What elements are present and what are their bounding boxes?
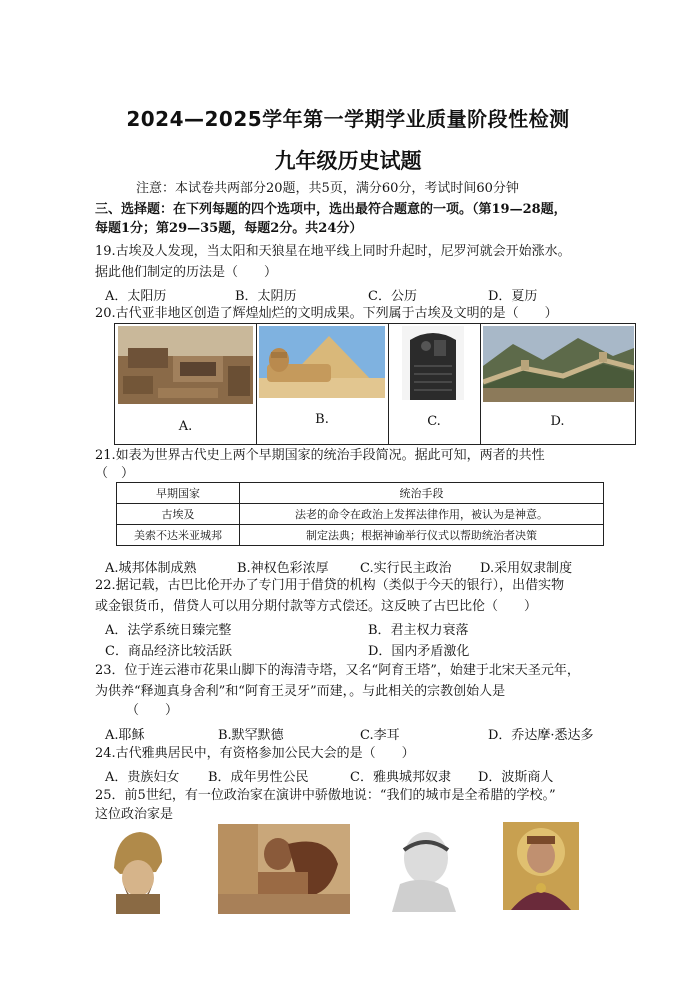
q22-option-b: B．君主权力衰落	[368, 623, 469, 638]
pericles-portrait	[106, 828, 168, 914]
q20-image-options	[114, 323, 636, 445]
q22-option-c: C．商品经济比较活跃	[105, 644, 232, 659]
q21-option-c: C.实行民主政治	[360, 561, 452, 576]
q24-option-b: B．成年男性公民	[208, 770, 309, 785]
q19-stem-line1: 19.古埃及人发现，当太阳和天狼星在地平线上同时升起时，尼罗河就会开始涨水。	[95, 244, 571, 259]
great-wall-image	[483, 326, 634, 402]
q21-stem-line2: （ ）	[95, 466, 135, 481]
q24-option-a: A．贵族妇女	[105, 770, 180, 785]
q23-stem-line1: 23．位于连云港市花果山脚下的海清寺塔，又名“阿育王塔”，始建于北宋天圣元年，	[95, 663, 580, 678]
section-heading-line2: 每题1分；第29—35题，每题2分。共24分）	[95, 221, 363, 236]
q25-stem-line1: 25．前5世纪，有一位政治家在演讲中骄傲地说：“我们的城市是全希腊的学校。”	[95, 788, 556, 803]
q19-option-b: B．太阴历	[235, 289, 297, 304]
q21-stem-line1: 21.如表为世界古代史上两个早期国家的统治手段简况。据此可知，两者的共性	[95, 448, 545, 463]
table-cell-mesopotamia-means: 制定法典；根据神谕举行仪式以帮助统治者决策	[240, 525, 604, 546]
q23-option-a: A.耶稣	[105, 728, 145, 743]
q23-option-c: C.李耳	[360, 728, 400, 743]
q21-option-a: A.城邦体制成熟	[105, 561, 197, 576]
mosaic-image	[218, 824, 350, 914]
q20-cell-a	[115, 324, 257, 444]
sphinx-image	[259, 326, 385, 398]
q24-stem: 24.古代雅典居民中，有资格参加公民大会的是（ ）	[95, 746, 415, 761]
q23-stem-line2: 为供养“释迦真身舍利”和“阿育王灵牙”而建，。与此相关的宗教创始人是	[95, 684, 506, 699]
q21-option-d: D.采用奴隶制度	[480, 561, 573, 576]
q23-option-d: D．乔达摩·悉达多	[488, 728, 594, 743]
stele-image	[402, 326, 464, 400]
q24-option-c: C．雅典城邦奴隶	[350, 770, 451, 785]
q22-stem-line1: 22.据记载，古巴比伦开办了专门用于借贷的机构（类似于今天的银行），出借实物	[95, 578, 565, 593]
bust-image	[386, 824, 462, 912]
q25-stem-line2: 这位政治家是	[95, 807, 174, 822]
q20-cell-d	[480, 324, 635, 444]
q21-table	[116, 482, 604, 546]
q20-stem: 20.古代亚非地区创造了辉煌灿烂的文明成果。下列属于古埃及文明的是（ ）	[95, 306, 558, 321]
q21-option-b: B.神权色彩浓厚	[237, 561, 329, 576]
q23-option-b: B.默罕默德	[218, 728, 284, 743]
q19-stem-line2: 据此他们制定的历法是（ ）	[95, 265, 278, 280]
emperor-mosaic-image	[503, 822, 579, 910]
q20-option-c: C.	[427, 414, 441, 429]
table-cell-egypt: 古埃及	[117, 504, 240, 525]
exam-subtitle: 九年级历史试题	[274, 149, 422, 173]
q22-option-a: A．法学系统日臻完整	[105, 623, 232, 638]
q19-option-d: D．夏历	[488, 289, 538, 304]
ruins-image	[118, 326, 253, 404]
table-cell-mesopotamia: 美索不达米亚城邦	[117, 525, 240, 546]
exam-title: 2024—2025学年第一学期学业质量阶段性检测	[126, 107, 570, 131]
q20-cell-b	[256, 324, 389, 444]
q19-option-a: A．太阳历	[105, 289, 167, 304]
q22-option-d: D．国内矛盾激化	[368, 644, 470, 659]
q19-option-c: C．公历	[368, 289, 417, 304]
table-header-means: 统治手段	[240, 483, 604, 504]
table-cell-egypt-means: 法老的命令在政治上发挥法律作用，被认为是神意。	[240, 504, 604, 525]
section-heading-line1: 三、选择题：在下列每题的四个选项中，选出最符合题意的一项。（第19—28题，	[95, 202, 567, 217]
q22-stem-line2: 或金银货币，借贷人可以用分期付款等方式偿还。这反映了古巴比伦（ ）	[95, 599, 538, 614]
q20-option-d: D.	[550, 414, 565, 429]
exam-notice: 注意：本试卷共两部分20题，共5页，满分60分，考试时间60分钟	[136, 181, 519, 196]
q20-cell-c	[388, 324, 481, 444]
table-header-country: 早期国家	[117, 483, 240, 504]
q24-option-d: D．波斯商人	[478, 770, 554, 785]
q20-option-b: B.	[315, 412, 329, 427]
q23-stem-line3: （ ）	[126, 703, 179, 718]
q20-option-a: A.	[178, 419, 193, 434]
